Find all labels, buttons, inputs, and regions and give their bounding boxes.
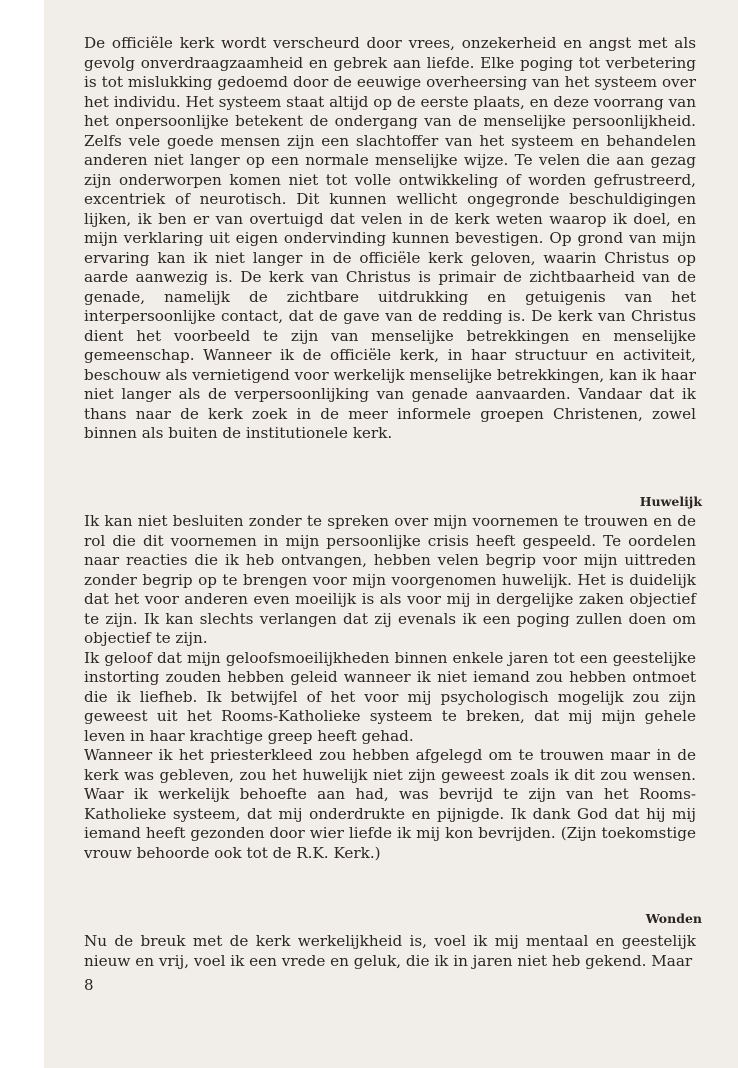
wonden-paragraph-1: Nu de breuk met de kerk werkelijkheid is, voel ik mij mentaal en geestelijk nieuw en vrij, voel ik een vrede en geluk, die ik in jaren niet heb gekend. Maar bbox=[84, 932, 696, 970]
huwelijk-paragraph-1: Ik kan niet besluiten zonder te spreken over mijn voornemen te trouwen en de rol die dit voornemen in mijn persoonlijke crisis heeft gespeeld. Te oordelen naar reacties die ik heb ontvangen, hebben velen begrip voor mijn uittreden zonder begrip op te brengen voor mijn voorgenomen huwelijk. Het is duidelijk dat het voor anderen even moeilijk is als voor mij in dergelijke zaken objectief te zijn. Ik kan slechts verlangen dat zij evenals ik een poging zullen doen om objectief te zijn. bbox=[84, 512, 696, 647]
intro-text-block bbox=[84, 34, 696, 444]
intro-paragraph: De officiële kerk wordt verscheurd door vrees, onzekerheid en angst met als gevolg onverdraagzaamheid en gebrek aan liefde. Elke poging tot verbetering is tot mislukking gedoemd door de eeuwige overheersing van het systeem over het individu. Het systeem staat altijd op de eerste plaats, en deze voorrang van het onpersoonlijke betekent de ondergang van de menselijke persoonlijkheid. Zelfs vele goede mensen zijn een slachtoffer van het systeem en behandelen anderen niet langer op een normale menselijke wijze. Te velen die aan gezag zijn onderworpen komen niet tot volle ontwikkeling of worden gefrustreerd, excentriek of neurotisch. Dit kunnen wellicht ongegronde beschuldigingen lijken, ik ben er van overtuigd dat velen in de kerk weten waarop ik doel, en mijn verklaring uit eigen ondervinding kunnen bevestigen. Op grond van mijn ervaring kan ik niet langer in de officiële kerk geloven, waarin Christus op aarde aanwezig is. De kerk van Christus is primair de zichtbaarheid van de genade, namelijk de zichtbare uitdrukking en getuigenis van het interpersoonlijke contact, dat de gave van de redding is. De kerk van Christus dient het voorbeeld te zijn van menselijke betrekkingen en menselijke gemeenschap. Wanneer ik de officiële kerk, in haar structuur en activiteit, beschouw als vernietigend voor werkelijk menselijke betrekkingen, kan ik haar niet langer als de verpersoonlijking van genade aanvaarden. Vandaar dat ik thans naar de kerk zoek in de meer informele groepen Christenen, zowel binnen als buiten de institutionele kerk. bbox=[84, 34, 696, 442]
section-huwelijk-text bbox=[84, 512, 696, 863]
page-number: 8 bbox=[84, 976, 94, 994]
huwelijk-paragraph-3: Wanneer ik het priesterkleed zou hebben afgelegd om te trouwen maar in de kerk was gebleven, zou het huwelijk niet zijn geweest zoals ik dit zou wensen. Waar ik werkelijk behoefte aan had, was bevrijd te zijn van het Rooms-Katholieke systeem, dat mij onderdrukte en pijnigde. Ik dank God dat hij mij iemand heeft gezonden door wier liefde ik mij kon bevrijden. (Zijn toekomstige vrouw behoorde ook tot de R.K. Kerk.) bbox=[84, 746, 696, 862]
section-heading-wonden: Wonden bbox=[645, 911, 702, 926]
section-heading-huwelijk: Huwelijk bbox=[639, 494, 702, 509]
book-page bbox=[44, 0, 738, 1068]
section-wonden-text bbox=[84, 932, 696, 971]
huwelijk-paragraph-2: Ik geloof dat mijn geloofsmoeilijkheden binnen enkele jaren tot een geestelijke instorting zouden hebben geleid wanneer ik niet iemand zou hebben ontmoet die ik liefheb. Ik betwijfel of het voor mij psychologisch mogelijk zou zijn geweest uit het Rooms-Katholieke systeem te breken, dat mij mijn gehele leven in haar krachtige greep heeft gehad. bbox=[84, 648, 696, 745]
